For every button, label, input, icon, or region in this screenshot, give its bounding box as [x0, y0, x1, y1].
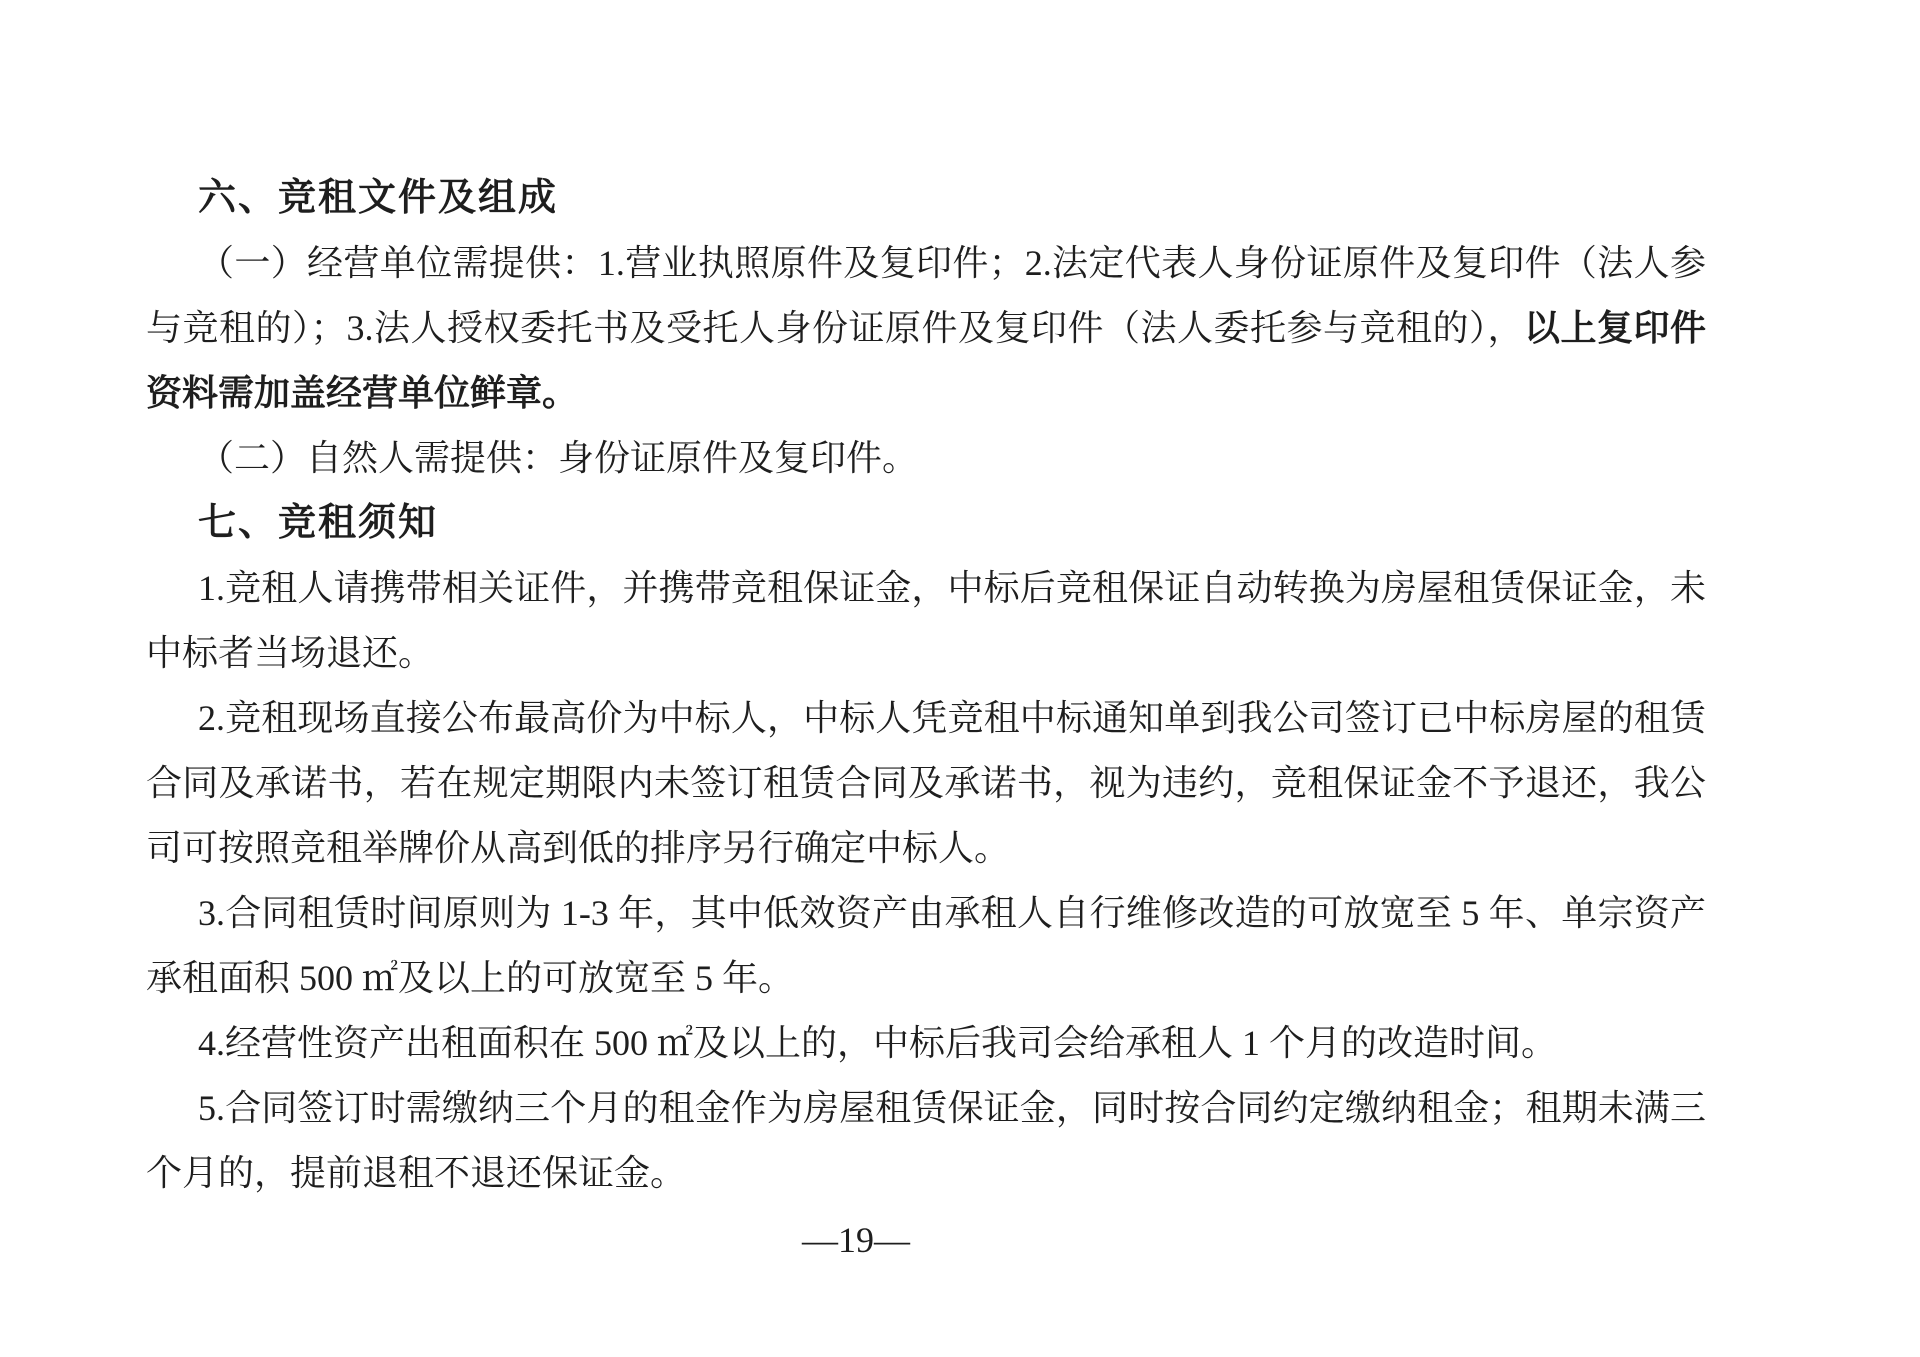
note-item-2: 2.竞租现场直接公布最高价为中标人，中标人凭竞租中标通知单到我公司签订已中标房屋的租赁合同及承诺书，若在规定期限内未签订租赁合同及承诺书，视为违约，竞租保证金不予退还，我公司可按照竞租举牌价从高到低的排序另行确定中标人。	[146, 698, 1706, 868]
note-item-3: 3.合同租赁时间原则为 1-3 年，其中低效资产由承租人自行维修改造的可放宽至 5 年、单宗资产承租面积 500 ㎡及以上的可放宽至 5 年。	[146, 893, 1706, 998]
note-item-1: 1.竞租人请携带相关证件，并携带竞租保证金，中标后竞租保证自动转换为房屋租赁保证金，未中标者当场退还。	[146, 568, 1706, 673]
para-natural-person-documents: （二）自然人需提供：身份证原件及复印件。	[198, 438, 919, 478]
section-6-heading: 六、竞租文件及组成	[198, 177, 559, 219]
para-business-unit-documents	[146, 231, 1706, 426]
note-item-4: 4.经营性资产出租面积在 500 ㎡及以上的，中标后我司会给承租人 1 个月的改造时间。	[198, 1023, 1558, 1063]
note-item-5: 5.合同签订时需缴纳三个月的租金作为房屋租赁保证金，同时按合同约定缴纳租金；租期未满三个月的，提前退租不退还保证金。	[146, 1088, 1706, 1193]
document-body	[146, 166, 1706, 1206]
seal-requirement-bold-text: 以上复印件资料需加盖经营单位鲜章。	[146, 308, 1706, 413]
page-number: —19—	[802, 1220, 910, 1260]
section-7-heading: 七、竞租须知	[198, 502, 439, 544]
para-business-unit-text: （一）经营单位需提供：1.营业执照原件及复印件；2.法定代表人身份证原件及复印件（法人参与竞租的）；3.法人授权委托书及受托人身份证原件及复印件（法人委托参与竞租的），	[146, 243, 1706, 348]
